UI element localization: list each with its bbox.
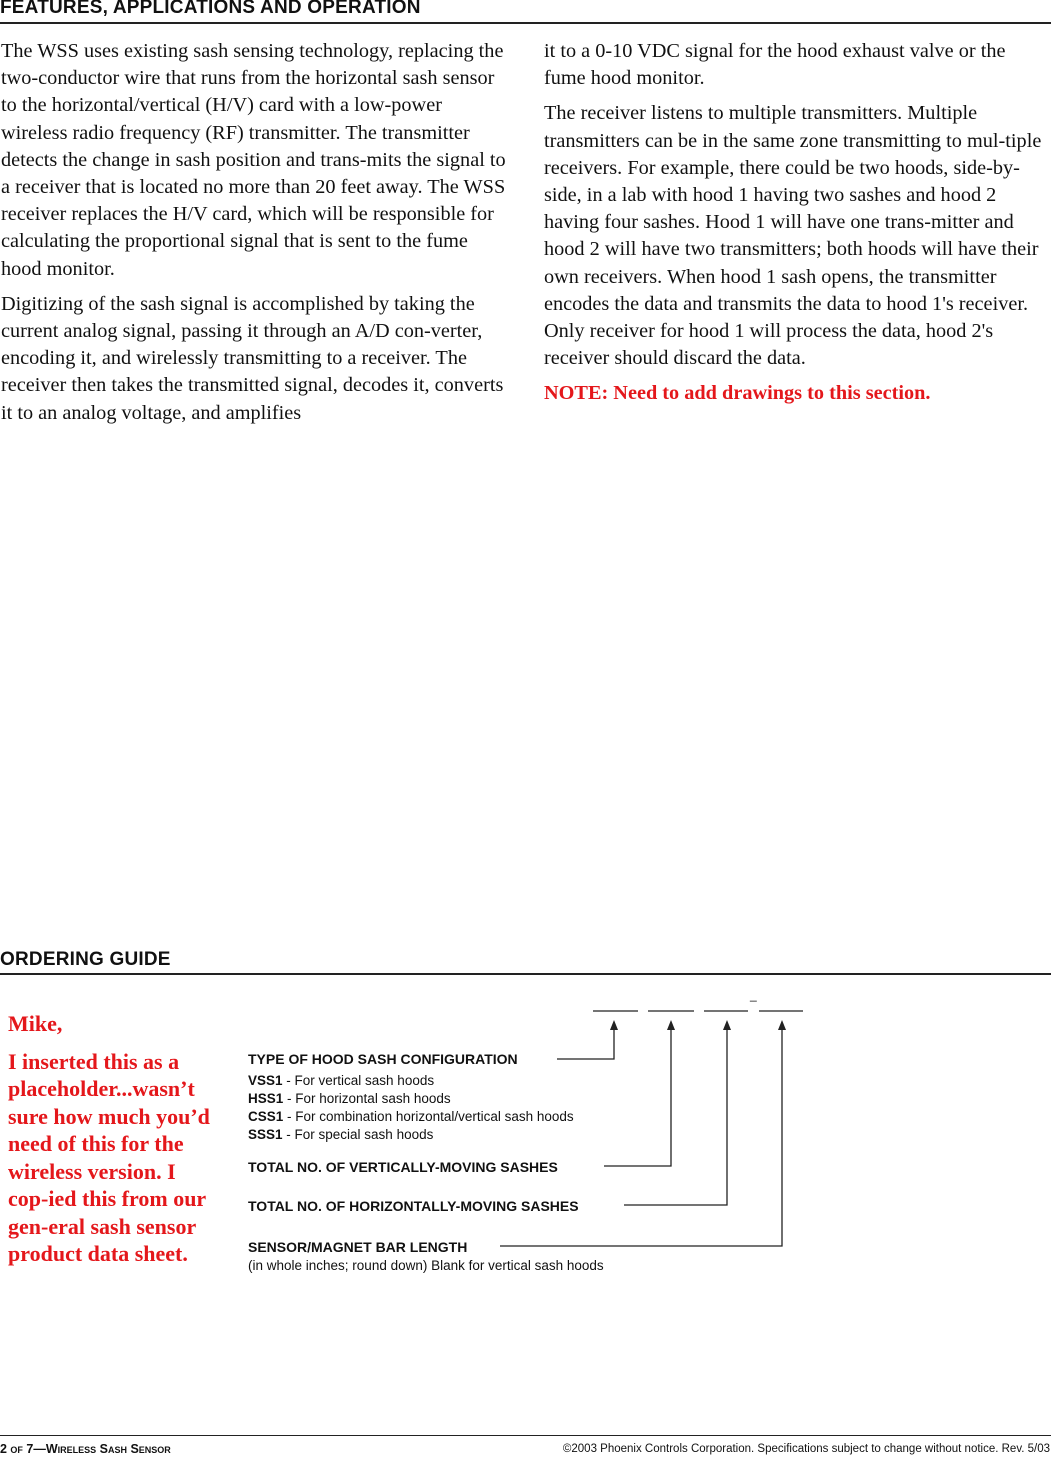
option-code: VSS1 — [248, 1073, 283, 1088]
vertical-sashes-title: TOTAL NO. OF VERTICALLY-MOVING SASHES — [248, 1159, 558, 1175]
horizontal-sashes-title: TOTAL NO. OF HORIZONTALLY-MOVING SASHES — [248, 1198, 579, 1214]
features-paragraph: The WSS uses existing sash sensing technology, replacing the two-conductor wire that runs from the horizontal sash sensor to the horizontal/vertical (H/V) card with a low-power wireless radio frequency (RF) transmitter. The transmitter detects the change in sash position and trans-mits the signal to a receiver that is located no more than 20 feet away. The WSS receiver replaces the H/V card, which will be responsible for calculating the proportional signal that is sent to the fume hood monitor. — [1, 40, 506, 280]
type-title: TYPE OF HOOD SASH CONFIGURATION — [248, 1051, 518, 1067]
features-heading: FEATURES, APPLICATIONS AND OPERATION — [0, 0, 421, 18]
editor-comment-salutation: Mike, — [8, 1011, 63, 1036]
option-desc: - For horizontal sash hoods — [283, 1091, 451, 1106]
option-desc: - For vertical sash hoods — [282, 1073, 435, 1088]
footer-rule — [0, 1435, 1051, 1436]
blank-separator: _ — [750, 988, 757, 1002]
option-row — [248, 1126, 433, 1144]
option-code: SSS1 — [248, 1127, 283, 1142]
sensor-length-note: (in whole inches; round down) Blank for vertical sash hoods — [248, 1258, 604, 1273]
option-row — [248, 1072, 434, 1090]
editor-comment-body: I inserted this as a placeholder...wasn’t sure how much you’d need of this for the wireless version. I cop-ied this from our gen-eral sash sensor product data sheet. — [8, 1048, 210, 1266]
drawings-note: NOTE: Need to add drawings to this section. — [544, 382, 931, 405]
ordering-heading: ORDERING GUIDE — [0, 949, 171, 970]
features-paragraph: Digitizing of the sash signal is accomplished by taking the current analog signal, passing it through an A/D con-verter, encoding it, and wirelessly transmitting to a receiver. The receiver then takes the transmitted signal, decodes it, converts it to an analog voltage, and amplifies — [1, 292, 504, 424]
features-paragraph: The receiver listens to multiple transmitters. Multiple transmitters can be in the same zone transmitting to mul-tiple receivers. For example, there could be two hoods, side-by-side, in a lab with hood 1 having two sashes and hood 2 having four sashes. Hood 1 will have one trans-mitter and hood 2 will have two transmitters; both hoods will have their own receivers. When hood 1 sash opens, the transmitter encodes the data and transmits the data to hood 1's receiver. Only receiver for hood 1 will process the data, hood 2's receiver should discard the data. — [544, 102, 1042, 370]
option-code: CSS1 — [248, 1109, 284, 1124]
features-paragraph: it to a 0-10 VDC signal for the hood exhaust valve or the fume hood monitor. — [544, 40, 1006, 90]
footer-copyright: ©2003 Phoenix Controls Corporation. Specifications subject to change without notice. Rev. 5/03 — [562, 1443, 1050, 1455]
sensor-length-title: SENSOR/MAGNET BAR LENGTH — [248, 1239, 468, 1255]
option-row — [248, 1090, 451, 1108]
option-desc: - For combination horizontal/vertical sash hoods — [283, 1109, 574, 1124]
option-code: HSS1 — [248, 1091, 284, 1106]
footer-page-label: 2 of 7—Wireless Sash Sensor — [0, 1442, 171, 1456]
option-desc: - For special sash hoods — [282, 1127, 434, 1142]
option-row — [248, 1108, 574, 1126]
